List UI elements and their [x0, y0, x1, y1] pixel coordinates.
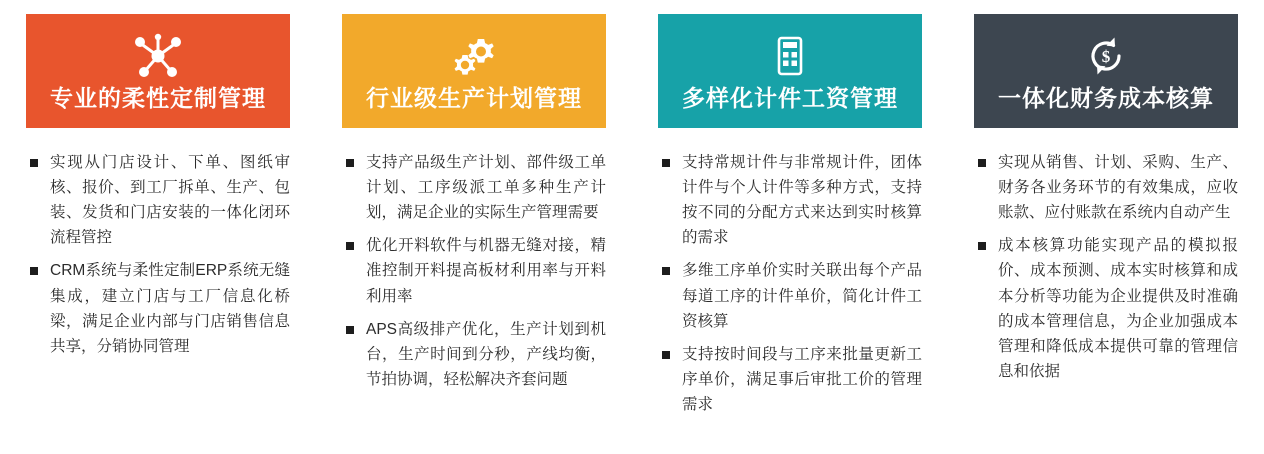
list-item: 支持按时间段与工序来批量更新工序单价，满足事后审批工价的管理需求	[660, 342, 922, 417]
card-header-1	[26, 14, 290, 128]
list-item: 支持产品级生产计划、部件级工单计划、工序级派工单多种生产计划，满足企业的实际生产管理需要	[344, 150, 606, 225]
card-header-2	[342, 14, 606, 128]
card-body-4	[974, 128, 1238, 384]
bullet-list-4	[976, 150, 1238, 384]
list-item: 实现从门店设计、下单、图纸审核、报价、到工厂拆单、生产、包装、发货和门店安装的一体化闭环流程管控	[28, 150, 290, 250]
card-title-1: 专业的柔性定制管理	[50, 85, 266, 111]
list-item: CRM系统与柔性定制ERP系统无缝集成，建立门店与工厂信息化桥梁，满足企业内部与门店销售信息共享，分销协同管理	[28, 258, 290, 358]
card-body-1	[26, 128, 290, 359]
molecule-icon	[131, 28, 185, 84]
list-item: 实现从销售、计划、采购、生产、财务各业务环节的有效集成，应收账款、应付账款在系统内自动产生	[976, 150, 1238, 225]
list-item: APS高级排产优化，生产计划到机台，生产时间到分秒，产线均衡，节拍协调，轻松解决齐套问题	[344, 317, 606, 392]
gears-icon	[447, 28, 501, 84]
feature-column-3	[632, 14, 948, 417]
list-item: 优化开料软件与机器无缝对接，精准控制开料提高板材利用率与开料利用率	[344, 233, 606, 308]
card-title-2: 行业级生产计划管理	[366, 85, 582, 111]
list-item: 多维工序单价实时关联出每个产品每道工序的计件单价，简化计件工资核算	[660, 258, 922, 333]
card-body-3	[658, 128, 922, 417]
svg-text:$: $	[1101, 47, 1111, 66]
list-item: 支持常规计件与非常规计件，团体计件与个人计件等多种方式，支持按不同的分配方式来达到实时核算的需求	[660, 150, 922, 250]
card-title-3: 多样化计件工资管理	[682, 85, 898, 111]
bullet-list-1	[28, 150, 290, 359]
card-body-2	[342, 128, 606, 392]
feature-column-2	[316, 14, 632, 392]
card-header-4	[974, 14, 1238, 128]
card-title-4: 一体化财务成本核算	[998, 85, 1214, 111]
card-header-3	[658, 14, 922, 128]
feature-column-4	[948, 14, 1264, 384]
calculator-icon	[763, 28, 817, 84]
feature-column-1	[0, 14, 316, 359]
bullet-list-3	[660, 150, 922, 417]
dollar-refresh-icon	[1079, 28, 1133, 84]
list-item: 成本核算功能实现产品的模拟报价、成本预测、成本实时核算和成本分析等功能为企业提供及时准确的成本管理信息，为企业加强成本管理和降低成本提供可靠的管理信息和依据	[976, 233, 1238, 384]
bullet-list-2	[344, 150, 606, 392]
